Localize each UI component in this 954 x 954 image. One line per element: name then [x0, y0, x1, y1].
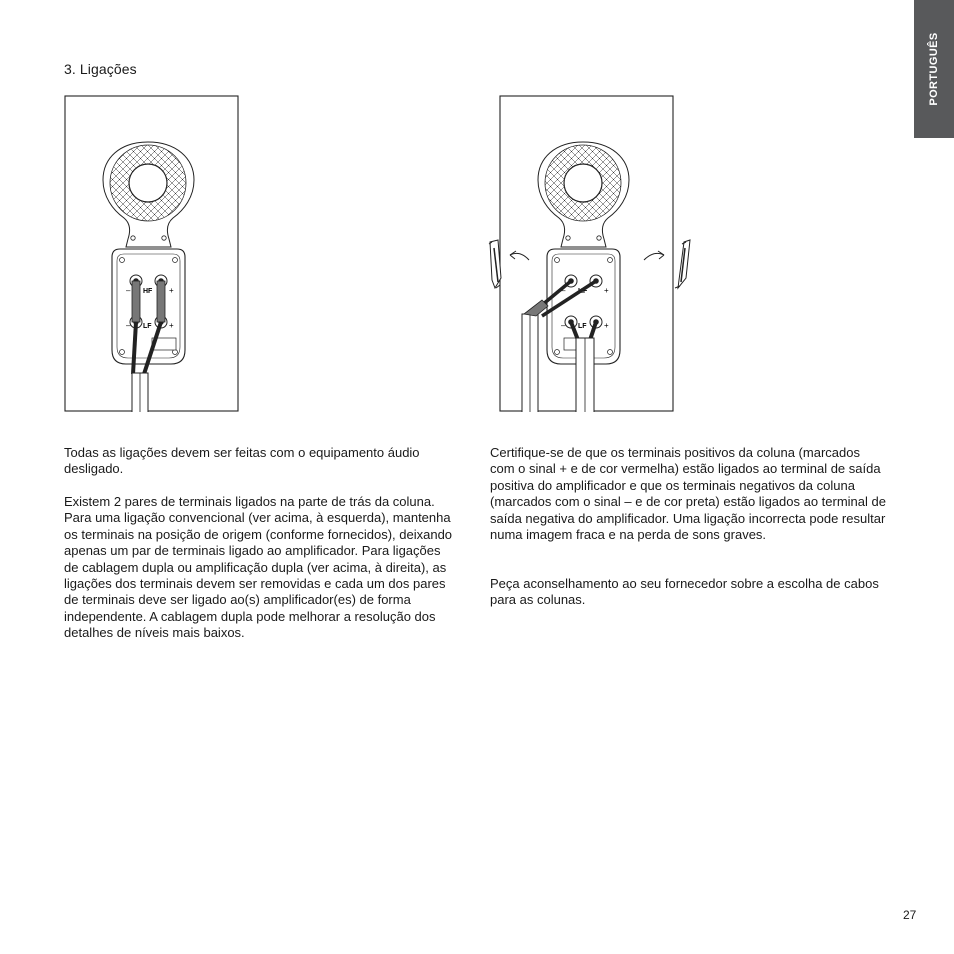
- language-tab-label: PORTUGUÊS: [928, 32, 940, 106]
- hf-label: HF: [578, 288, 588, 295]
- right-paragraph-1: Certifique-se de que os terminais positivos da coluna (marcados com o sinal + e de cor vermelha) estão ligados ao terminal de saída positiva do amplificador e que os terminais negativos da coluna (marcados com o sinal – e de cor preta) estão ligados ao terminal de saída negativa do amplificador. Uma ligação incorrecta pode resultar numa imagem fraca e na perda de sons graves.: [490, 445, 886, 543]
- lf-minus-sign: –: [126, 321, 131, 330]
- right-paragraph-2: Peça aconselhamento ao seu fornecedor sobre a escolha de cabos para as colunas.: [490, 576, 879, 608]
- bi-wire-diagram: [484, 92, 702, 422]
- hf-plus-sign: +: [604, 286, 609, 295]
- left-paragraph-1: Todas as ligações devem ser feitas com o equipamento áudio desligado.: [64, 445, 420, 477]
- lf-plus-sign: +: [604, 321, 609, 330]
- page-number: 27: [903, 908, 917, 922]
- hf-minus-sign: –: [126, 286, 131, 295]
- removed-jumper-link-right: [675, 240, 690, 288]
- language-tab: [914, 0, 954, 138]
- lf-label: LF: [578, 323, 587, 330]
- hf-label: HF: [143, 288, 153, 295]
- section-title: 3. Ligações: [64, 61, 137, 77]
- hf-plus-sign: +: [169, 286, 174, 295]
- lf-label: LF: [143, 323, 152, 330]
- lf-plus-sign: +: [169, 321, 174, 330]
- single-wire-diagram: [60, 92, 244, 422]
- left-paragraph-2: Existem 2 pares de terminais ligados na parte de trás da coluna. Para uma ligação convencional (ver acima, à esquerda), mantenha os terminais na posição de origem (conforme fornecidos), deixando apenas um par de terminais ligado ao amplificador. Para ligações de cablagem dupla ou amplificação dupla (ver acima, à direita), as ligações dos terminais devem ser removidas e cada um dos pares de terminais deve ser ligado ao(s) amplificador(es) de forma independente. A cablagem dupla pode melhorar a resolução dos detalhes de níveis mais baixos.: [64, 494, 453, 641]
- lf-minus-sign: –: [561, 321, 566, 330]
- removed-jumper-link-left: [489, 240, 501, 288]
- hf-minus-sign: –: [561, 286, 566, 295]
